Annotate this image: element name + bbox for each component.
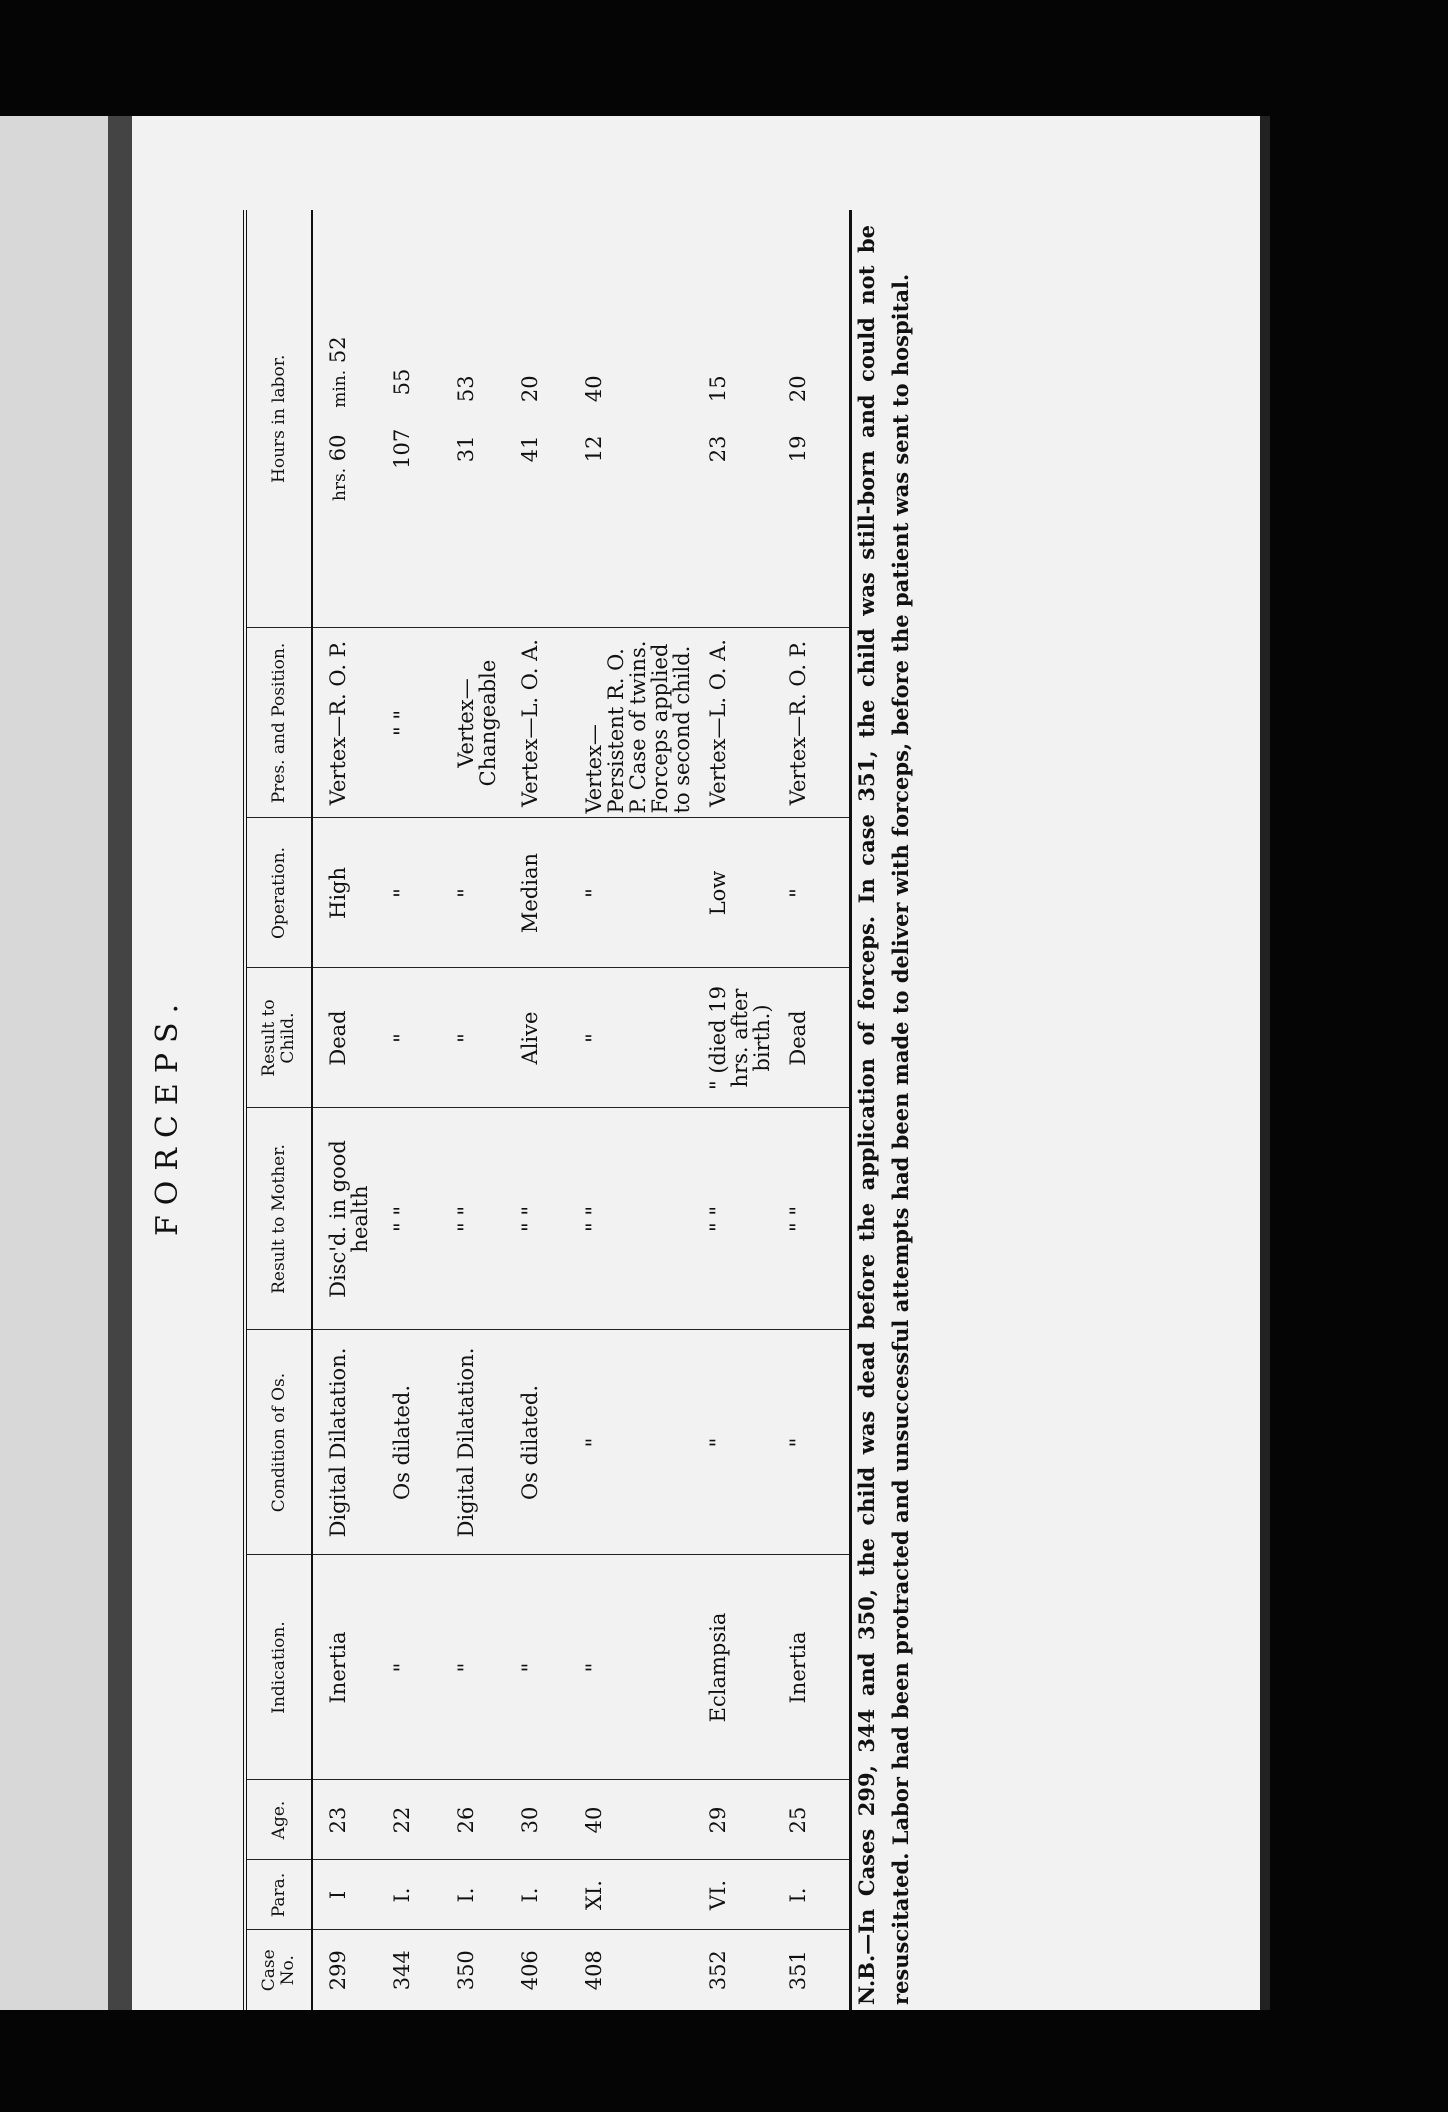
- cell-para: I.: [773, 1860, 851, 1930]
- cell-para: I.: [377, 1860, 441, 1930]
- cell-pres-and-position: Vertex—R. O. P.: [773, 628, 851, 818]
- cell-indication: Inertia: [312, 1555, 377, 1780]
- cell-result-to-child: " (died 19 hrs. after birth.): [693, 968, 773, 1108]
- cell-para: XI.: [569, 1860, 693, 1930]
- cell-indication: ": [441, 1555, 505, 1780]
- cell-age: 22: [377, 1780, 441, 1860]
- cell-result-to-child: Dead: [312, 968, 377, 1108]
- cell-indication: Eclampsia: [693, 1555, 773, 1780]
- cell-age: 29: [693, 1780, 773, 1860]
- cell-case: 408: [582, 1950, 606, 1991]
- cell-condition-of-os: Os dilated.: [377, 1330, 441, 1555]
- cell-hours-in-labor: [693, 210, 773, 628]
- cell-pres-and-position: Vertex—Persistent R. O. P. Case of twins. Forceps applied to second child.: [569, 628, 693, 818]
- hours-value: 23: [706, 435, 730, 463]
- hours-value: 60: [326, 434, 350, 462]
- cell-result-to-child: Alive: [505, 968, 569, 1108]
- header-row: [245, 210, 312, 2010]
- cell-pres-and-position: Vertex—L. O. A.: [693, 628, 773, 818]
- cell-age: 30: [505, 1780, 569, 1860]
- cell-result-to-mother: " ": [505, 1108, 569, 1330]
- header-result-to-mother: Result to Mother.: [245, 1108, 312, 1330]
- cell-para: I: [312, 1860, 377, 1930]
- header-pres-and-position: Pres. and Position.: [245, 628, 312, 818]
- minutes-value: 52: [326, 336, 350, 364]
- cell-result-to-child: Dead: [773, 968, 851, 1108]
- cell-condition-of-os: ": [569, 1330, 693, 1555]
- cell-operation: ": [441, 818, 505, 968]
- page-edge-shadow: [1260, 116, 1270, 2010]
- hours-value: 31: [454, 435, 478, 463]
- table-row: [773, 210, 851, 2010]
- table-row: [505, 210, 569, 2010]
- cell-operation: ": [377, 818, 441, 968]
- hours-value: 12: [582, 435, 606, 463]
- cell-condition-of-os: Digital Dilatation.: [441, 1330, 505, 1555]
- cell-hours-in-labor: [773, 210, 851, 628]
- cell-condition-of-os: ": [773, 1330, 851, 1555]
- table-row: [693, 210, 773, 2010]
- header-result-to-child: Result to Child.: [245, 968, 312, 1108]
- rotated-page-content: [138, 200, 988, 2030]
- table-row: [441, 210, 505, 2010]
- cell-case: 344: [390, 1950, 414, 1991]
- hours-value: 41: [518, 435, 542, 463]
- cell-pres-and-position: Vertex—R. O. P.: [312, 628, 377, 818]
- cell-pres-and-position: Vertex—Changeable: [441, 628, 505, 818]
- hours-value: 19: [786, 435, 810, 463]
- cell-result-to-mother: Disc'd. in good health: [312, 1108, 377, 1330]
- cell-hours-in-labor: [569, 210, 693, 628]
- minutes-value: 53: [454, 375, 478, 403]
- header-hours-in-labor: Hours in labor.: [245, 210, 312, 628]
- hrs-unit-label: hrs.: [330, 467, 350, 502]
- cell-case: 406: [518, 1950, 542, 1991]
- cell-operation: Median: [505, 818, 569, 968]
- cell-indication: ": [377, 1555, 441, 1780]
- cell-result-to-mother: " ": [569, 1108, 693, 1330]
- cell-indication: Inertia: [773, 1555, 851, 1780]
- cell-case: 351: [786, 1950, 810, 1991]
- cell-condition-of-os: ": [693, 1330, 773, 1555]
- forceps-table-wrapper: [243, 210, 852, 2010]
- cell-operation: ": [569, 818, 693, 968]
- cell-result-to-child: ": [569, 968, 693, 1108]
- cell-pres-and-position: Vertex—L. O. A.: [505, 628, 569, 818]
- page-title: FORCEPS.: [150, 993, 185, 1237]
- cell-para: I.: [505, 1860, 569, 1930]
- cell-age: 23: [312, 1780, 377, 1860]
- table-row: [377, 210, 441, 2010]
- footnote: N.B.—In Cases 299, 344 and 350, the child was dead before the application of forceps. In case 351, the child was still-born and could not be resuscitated. Labor had been protracted and unsuccessful attempts had been made to deliver with forceps, before the patient was sent to hospital.: [854, 225, 913, 2005]
- facing-page-edge: [0, 116, 108, 2010]
- cell-hours-in-labor: [505, 210, 569, 628]
- cell-para: I.: [441, 1860, 505, 1930]
- table-row: [569, 210, 693, 2010]
- cell-result-to-child: ": [377, 968, 441, 1108]
- minutes-value: 20: [518, 375, 542, 403]
- minutes-value: 15: [706, 375, 730, 403]
- cell-result-to-mother: " ": [441, 1108, 505, 1330]
- cell-case: 352: [706, 1950, 730, 1991]
- cell-age: 26: [441, 1780, 505, 1860]
- cell-condition-of-os: Os dilated.: [505, 1330, 569, 1555]
- cell-hours-in-labor: [441, 210, 505, 628]
- cell-hours-in-labor: [312, 210, 377, 628]
- table-row: [312, 210, 377, 2010]
- cell-case: 350: [454, 1950, 478, 1991]
- cell-operation: ": [773, 818, 851, 968]
- cell-operation: Low: [693, 818, 773, 968]
- hours-value: 107: [390, 428, 414, 469]
- header-indication: Indication.: [245, 1555, 312, 1780]
- minutes-value: 40: [582, 375, 606, 403]
- header-operation: Operation.: [245, 818, 312, 968]
- min-unit-label: min.: [330, 369, 350, 408]
- cell-result-to-mother: " ": [773, 1108, 851, 1330]
- cell-indication: ": [505, 1555, 569, 1780]
- cell-condition-of-os: Digital Dilatation.: [312, 1330, 377, 1555]
- cell-age: 25: [773, 1780, 851, 1860]
- header-para: Para.: [245, 1860, 312, 1930]
- cell-operation: High: [312, 818, 377, 968]
- header-case-no: Case No.: [245, 1930, 312, 2010]
- header-age: Age.: [245, 1780, 312, 1860]
- cell-para: VI.: [693, 1860, 773, 1930]
- cell-hours-in-labor: [377, 210, 441, 628]
- forceps-table: [243, 210, 852, 2010]
- minutes-value: 20: [786, 375, 810, 403]
- cell-result-to-mother: " ": [693, 1108, 773, 1330]
- book-gutter: [108, 116, 132, 2010]
- cell-case: 299: [326, 1950, 350, 1991]
- cell-age: 40: [569, 1780, 693, 1860]
- cell-result-to-mother: " ": [377, 1108, 441, 1330]
- minutes-value: 55: [390, 368, 414, 396]
- cell-pres-and-position: " ": [377, 628, 441, 818]
- cell-indication: ": [569, 1555, 693, 1780]
- header-condition-of-os: Condition of Os.: [245, 1330, 312, 1555]
- cell-result-to-child: ": [441, 968, 505, 1108]
